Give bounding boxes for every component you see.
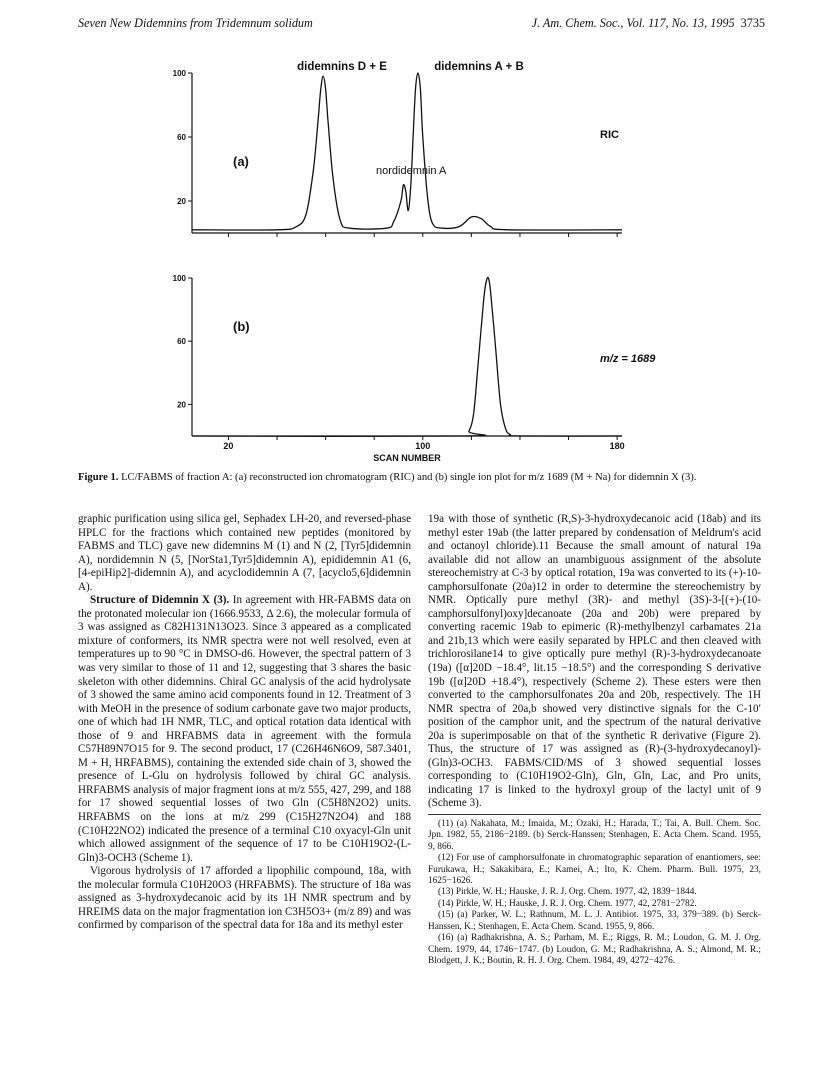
panel-b	[173, 233, 657, 463]
section-heading: Structure of Didemnin X (3).	[90, 594, 230, 607]
reference-item: (11) (a) Nakahata, M.; Imaida, M.; Ozaki, H.; Harada, T.; Tai, A. Bull. Chem. Soc. Jpn. 1982, 55, 2186−2189. (b) Serck-Hanssen; Stenhagen, E. Acta Chem. Scand. 1955, 9, 866.	[428, 819, 761, 852]
ric-trace-label: RIC	[600, 129, 619, 141]
y-tick-label: 60	[177, 133, 186, 142]
ric-trace	[192, 73, 622, 230]
y-tick-label: 100	[172, 274, 186, 283]
ion-trace-label: m/z = 1689	[600, 353, 656, 365]
journal-name: J. Am. Chem. Soc., Vol. 117, No. 13, 1995	[531, 16, 735, 30]
y-tick-label: 100	[172, 69, 186, 78]
caption-text: LC/FABMS of fraction A: (a) reconstructed ion chromatogram (RIC) and (b) single ion plot for m/z 1689 (M + Na) for didemnin X (3).	[121, 472, 697, 483]
x-tick-label: 20	[223, 441, 234, 451]
figure-caption	[78, 471, 766, 484]
figure-1-chromatograms	[0, 0, 827, 470]
page-number: 3735	[740, 16, 765, 30]
caption-label: Figure 1.	[78, 472, 119, 483]
panel-b-label: (b)	[233, 319, 250, 334]
x-tick-label: 100	[415, 441, 431, 451]
paragraph	[78, 594, 411, 865]
references	[428, 814, 761, 967]
paragraph: graphic purification using silica gel, Sephadex LH-20, and reversed-phase HPLC for the fractions which contained new peptides (monitored by FABMS and TLC) gave new didemnins M (1) and N (2, [Tyr5]didemnin A), nordidemnin N (5, [NorSta1,Tyr5]didemnin A), epididemnin A1 (6, [4-epiHip2]-didemnin A), and acyclodidemnin A (7, [acyclo5,6]didemnin A).	[78, 513, 411, 593]
right-column	[428, 513, 761, 967]
x-axis-ticks	[223, 233, 624, 451]
panel-a-label: (a)	[233, 154, 249, 169]
left-column	[78, 513, 411, 933]
paragraph: 19a with those of synthetic (R,S)-3-hydroxydecanoic acid (18ab) and its methyl ester 19ab (the latter prepared by condensation of Meldrum's acid and octanoyl chloride).11 Because the small amount of natural 19a available did not allow an unambiguous assignment of the absolute stereochemistry at C-3 by optical rotation, 19a was converted to its (+)-10-camphorsulfonate (20a)12 in order to determine the stereochemistry by NMR. Optically pure methyl (3R)- and methyl (3S)-3-[(+)-(10-camphorsulfonyl)oxy]decanoate (20a and 20b) were prepared by converting racemic 19ab to epimeric (R)-methylbenzyl carbamates 21a and 21b,13 which were easily separated by HPLC and then cleaved with trichlorosilane14 to give optically pure methyl (R)-3-hydroxydecanoate (19a) ([α]20D −18.4°, lit.15 −18.5°) and the corresponding S derivative 19b ([α]20D +18.4°), respectively (Scheme 2). These esters were then converted to the camphorsulfonates 20a and 20b, respectively. The 1H NMR spectra of 20a,b showed very distinctive signals for the C-10′ position of the camphor unit, and the spectrum of the natural derivative 20a is superimposable on that of the synthetic R derivative (Figure 2). Thus, the structure of 17 was assigned as (R)-(3-hydroxydecanoyl)-(Gln)3-OCH3. FABMS/CID/MS of 3 showed sequential losses corresponding to (C10H19O2-Gln), Gln, Gln, Lac, and Pro units, indicating 17 is linked to the hydroxyl group of the lactyl unit of 9 (Scheme 3).	[428, 513, 761, 810]
x-axis-title: SCAN NUMBER	[373, 453, 441, 463]
peak-label-didemnins-ab: didemnins A + B	[434, 61, 524, 73]
panel-a	[173, 61, 622, 233]
y-tick-label: 60	[177, 337, 186, 347]
reference-item: (13) Pirkle, W. H.; Hauske, J. R. J. Org. Chem. 1977, 42, 1839−1844.	[438, 887, 697, 898]
running-title: Seven New Didemnins from Tridemnum solidum	[78, 16, 313, 30]
y-tick-label: 20	[177, 400, 186, 410]
paragraph-text: In agreement with HR-FABMS data on the protonated molecular ion (1666.9533, Δ 2.6), the molecular formula of 3 was assigned as C82H131N13O23. Since 3 appeared as a complicated mixture of conformers, its NMR spectra were not well resolved, even at temperatures up to 90 °C in DMSO-d6. However, the spectral pattern of 3 was very similar to those of 11 and 12, suggesting that 3 shares the basic skeleton with other didemnins. Chiral GC analysis of the acid hydrolysate of 3 showed the same amino acid components found in 12. Treatment of 3 with MeOH in the presence of sodium carbonate gave two major products, one of which had 1H NMR, TLC, and optical rotation data identical with those of 9 and HRFABMS data in agreement with the formula C57H89N7O15 for 9. The second product, 17 (C26H46N6O9, 587.3401, M + H, HRFABMS), containing the extended side chain of 3, showed the presence of L-Glu on hydrolysis followed by chiral GC analysis. HRFABMS analysis of major fragment ions at m/z 555, 427, 299, and 188 for 17 showed sequential losses of two Gln (C5H8N2O2) units. HRFABMS on the ions at m/z 299 (C15H27N2O4) and 188 (C10H22NO2) indicated the presence of a terminal C10 oxyacyl-Gln unit which allowed assignment of the sequence of 17 to be C10H19O2-(L-Gln)3-OCH3 (Scheme 1).	[78, 594, 411, 864]
reference-item: (14) Pirkle, W. H.; Hauske, J. R. J. Org. Chem. 1977, 42, 2781−2782.	[438, 898, 697, 909]
panel-b-y-ticks	[173, 274, 192, 409]
reference-item: (15) (a) Parker, W. L.; Rathnum, M. L. J. Antibiot. 1975, 33, 379−389. (b) Serck-Hanssen, K.; Stenhagen, E. Acta Chem. Scand. 1955, 9, 866.	[428, 910, 761, 932]
panel-a-y-ticks	[173, 69, 192, 206]
paragraph: Vigorous hydrolysis of 17 afforded a lipophilic compound, 18a, with the molecular formula C10H20O3 (HRFABMS). The structure of 18a was assigned as 3-hydroxydecanoic acid by its 1H NMR spectrum and by HREIMS data on the major fragmentation ion C3H5O3+ (m/z 89) and was confirmed by comparison of the spectral data for 18a and its methyl ester	[78, 865, 411, 932]
reference-item: (12) For use of camphorsulfonate in chromatographic separation of enantiomers, see: Furukawa, H.; Sakakibara, E.; Kamei, A.; Ito, K. Chem. Pharm. Bull. 1975, 23, 1625−1626.	[428, 853, 761, 887]
reference-item: (16) (a) Radhakrishna, A. S.; Parham, M. E.; Riggs, R. M.; Loudon, G. M. J. Org. Chem. 1979, 44, 1746−1747. (b) Loudon, G. M.; Radhakrishna, A. S.; Almond, M. R.; Blodgett, J. K.; Boutin, R. H. J. Org. Chem. 1984, 49, 4272−4276.	[428, 933, 761, 966]
peak-label-nordidemnin: nordidemnin A	[376, 165, 447, 177]
ion-plot-trace	[192, 277, 622, 436]
x-tick-label: 180	[609, 441, 625, 451]
y-tick-label: 20	[177, 197, 186, 206]
peak-label-didemnins-de: didemnins D + E	[297, 61, 387, 73]
